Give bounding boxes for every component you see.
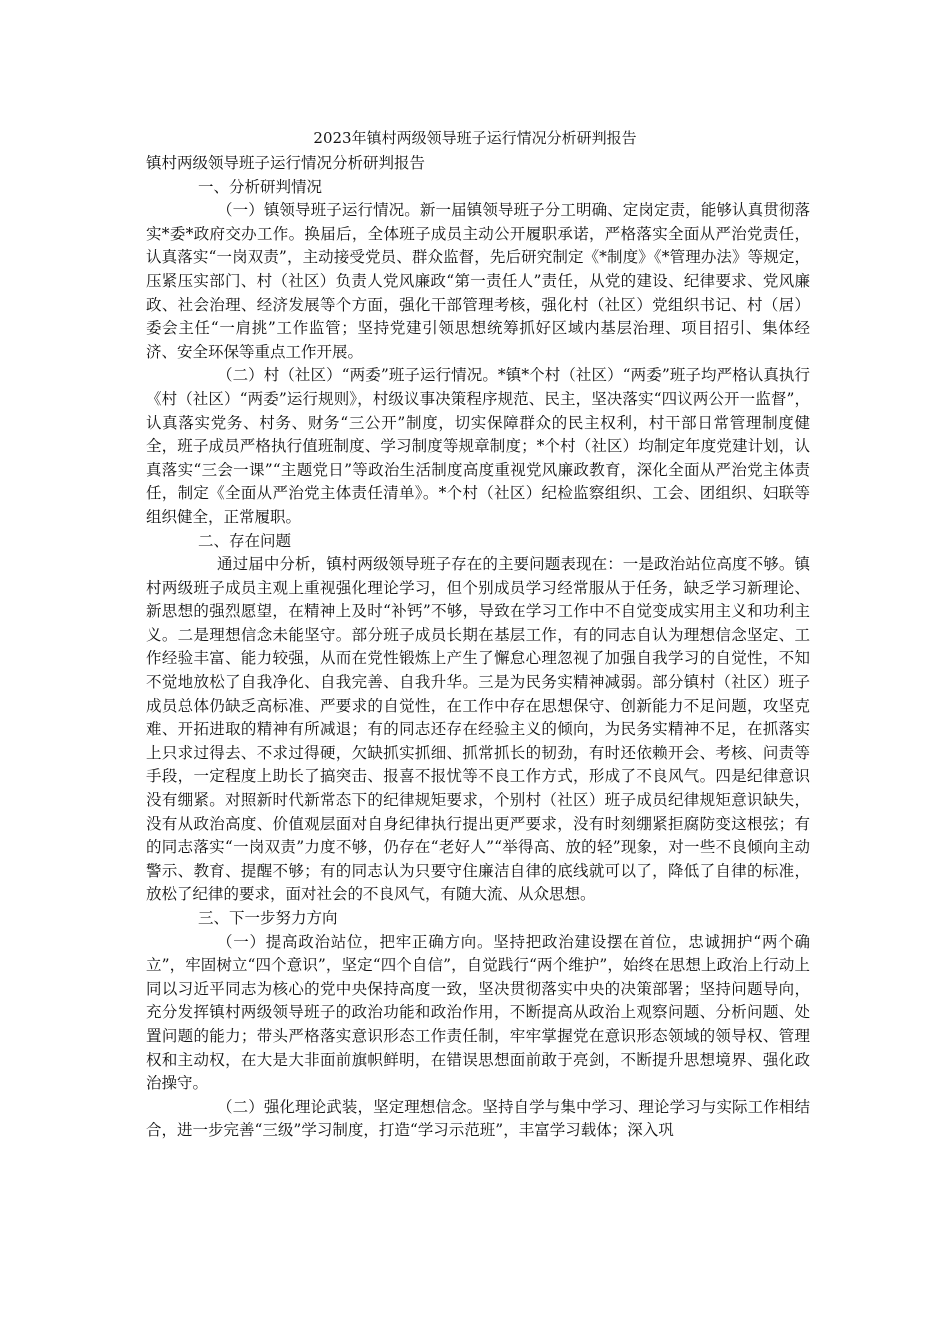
document-body [146, 152, 810, 1143]
paragraph-theory-study: （二）强化理论武装，坚定理想信念。坚持自学与集中学习、理论学习与实际工作相结合，进一步完善“三级”学习制度，打造“学习示范班”，丰富学习载体；深入巩 [146, 1097, 810, 1140]
paragraph-political-standing: （一）提高政治站位，把牢正确方向。坚持把政治建设摆在首位，忠诚拥护“两个确立”，牢固树立“四个意识”，坚定“四个自信”，自觉践行“两个维护”，始终在思想上政治上行动上同以习近平同志为核心的党中央保持高度一致，坚决贯彻落实中央的决策部署；坚持问题导向，充分发挥镇村两级领导班子的政治功能和政治作用，不断提高从政治上观察问题、分析问题、处置问题的能力；带头严格落实意识形态工作责任制，牢牢掌握党在意识形态领域的领导权、管理权和主动权，在大是大非面前旗帜鲜明，在错误思想面前敢于亮剑，不断提升思想境界、强化政治操守。 [146, 932, 810, 1093]
section-heading-problems: 二、存在问题 [198, 531, 292, 550]
document-title: 2023年镇村两级领导班子运行情况分析研判报告 [313, 129, 637, 147]
section-heading-analysis: 一、分析研判情况 [198, 177, 323, 196]
document-subtitle: 镇村两级领导班子运行情况分析研判报告 [146, 154, 426, 172]
section-heading-next-steps: 三、下一步努力方向 [198, 909, 338, 927]
paragraph-problems: 通过届中分析，镇村两级领导班子存在的主要问题表现在：一是政治站位高度不够。镇村两级班子成员主观上重视强化理论学习，但个别成员学习经常服从于任务，缺乏学习新理论、新思想的强烈愿望，在精神上及时“补钙”不够，导致在学习工作中不自觉变成实用主义和功利主义。二是理想信念未能坚守。部分班子成员长期在基层工作，有的同志自认为理想信念坚定、工作经验丰富、能力较强，从而在党性锻炼上产生了懈怠心理忽视了加强自我学习的自觉性，不知不觉地放松了自我净化、自我完善、自我升华。三是为民务实精神减弱。部分镇村（社区）班子成员总体仍缺乏高标准、严要求的自觉性，在工作中存在思想保守、创新能力不足问题，攻坚克难、开拓进取的精神有所减退；有的同志还存在经验主义的倾向，为民务实精神不足，在抓落实上只求过得去、不求过得硬，欠缺抓实抓细、抓常抓长的韧劲，有时还依赖开会、考核、问责等手段，一定程度上助长了搞突击、报喜不报忧等不良工作方式，形成了不良风气。四是纪律意识没有绷紧。对照新时代新常态下的纪律规矩要求，个别村（社区）班子成员纪律规矩意识缺失，没有从政治高度、价值观层面对自身纪律执行提出更严要求，没有时刻绷紧拒腐防变这根弦；有的同志落实“一岗双责”力度不够，仍存在“老好人”“举得高、放的轻”现象，对一些不良倾向主动警示、教育、提醒不够；有的同志认为只要守住廉洁自律的底线就可以了，降低了自律的标准，放松了纪律的要求，面对社会的不良风气，有随大流、从众思想。 [146, 555, 810, 904]
paragraph-village-committees: （二）村（社区）“两委”班子运行情况。*镇*个村（社区）“两委”班子均严格认真执行《村（社区）“两委”运行规则》，村级议事决策程序规范、民主，坚决落实“四议两公开一监督”，认真落实党务、村务、财务“三公开”制度，切实保障群众的民主权利，村干部日常管理制度健全，班子成员严格执行值班制度、学习制度等规章制度；*个村（社区）均制定年度党建计划，认真落实“三会一课”“主题党日”等政治生活制度高度重视党风廉政教育，深化全面从严治党主体责任，制定《全面从严治党主体责任清单》。*个村（社区）纪检监察组织、工会、团组织、妇联等组织健全，正常履职。 [146, 366, 810, 526]
paragraph-town-leadership: （一）镇领导班子运行情况。新一届镇领导班子分工明确、定岗定责，能够认真贯彻落实*委*政府交办工作。换届后，全体班子成员主动公开履职承诺，严格落实全面从严治党责任，认真落实“一岗双责”，主动接受党员、群众监督，先后研究制定《*制度》《*管理办法》等规定，压紧压实部门、村（社区）负责人党风廉政“第一责任人”责任，从党的建设、纪律要求、党风廉政、社会治理、经济发展等个方面，强化干部管理考核，强化村（社区）党组织书记、村（居）委会主任“一肩挑”工作监管；坚持党建引领思想统筹抓好区域内基层治理、项目招引、集体经济、安全环保等重点工作开展。 [146, 201, 810, 361]
